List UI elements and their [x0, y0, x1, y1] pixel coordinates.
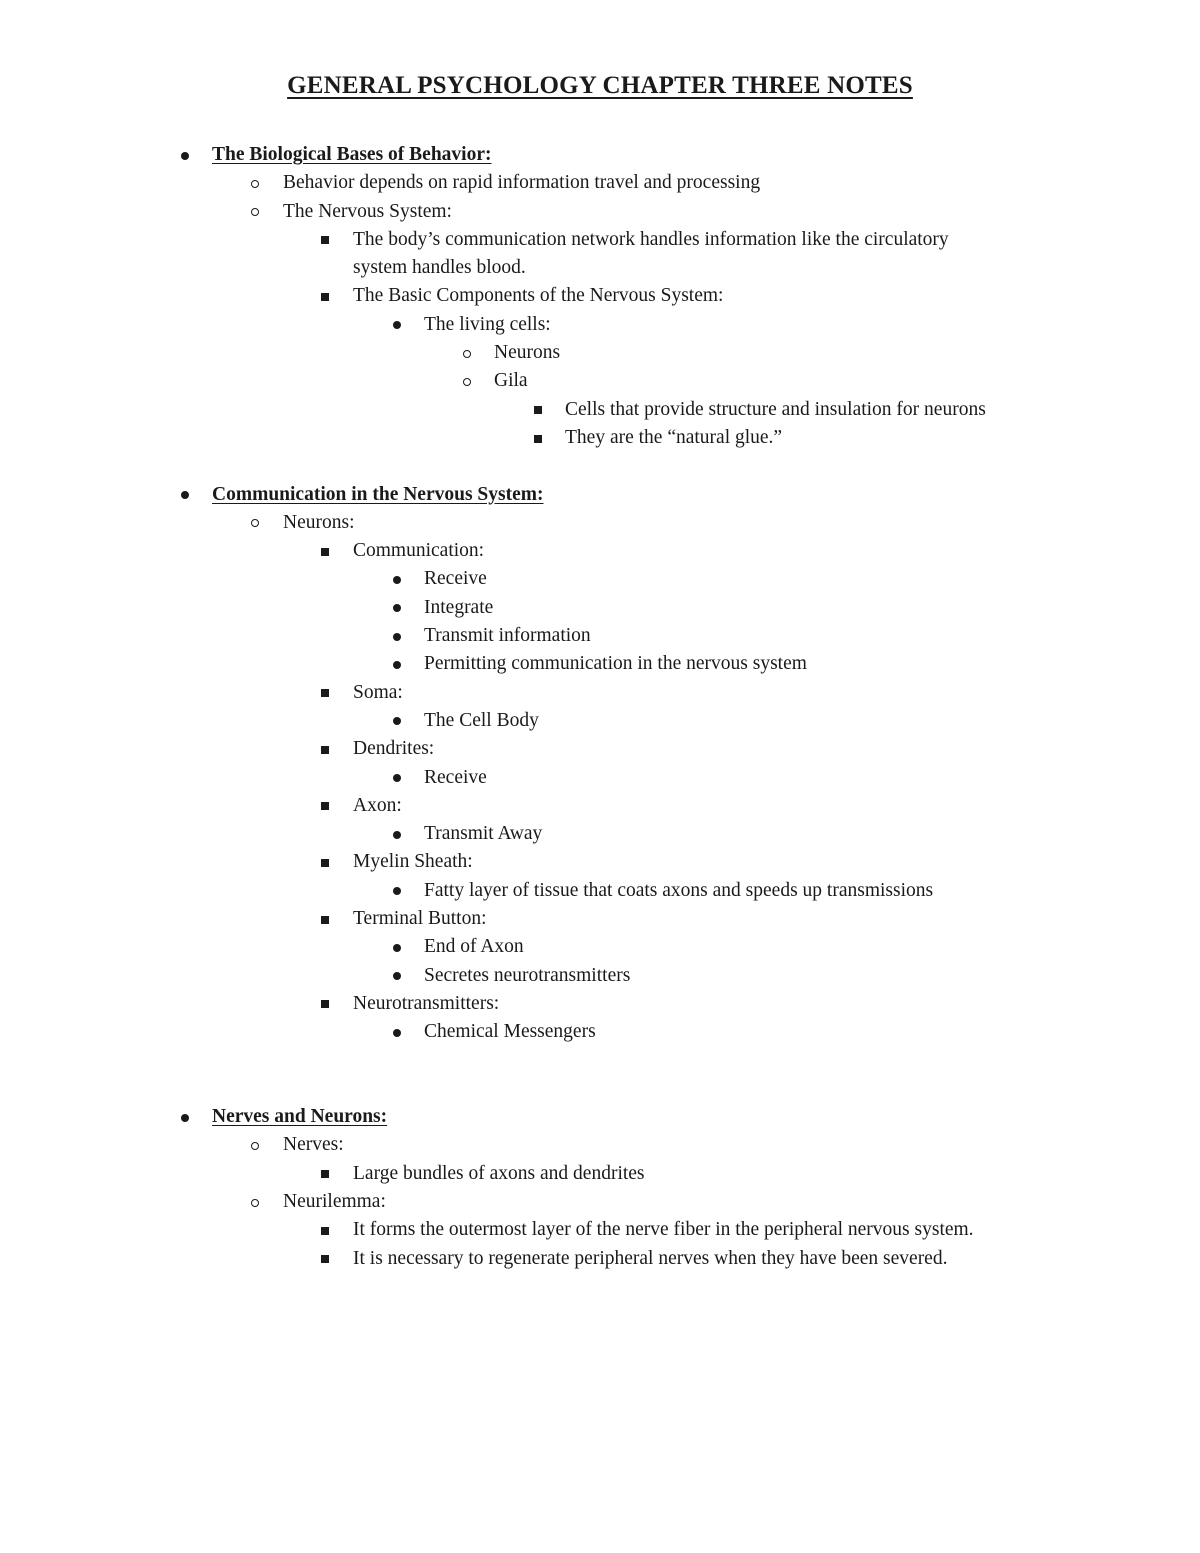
list-item	[0, 933, 1200, 961]
square-bullet-icon	[315, 537, 335, 565]
list-item	[0, 1216, 1200, 1244]
list-item	[0, 565, 1200, 593]
circle-bullet-icon	[457, 367, 477, 395]
list-item-text: End of Axon	[424, 936, 524, 958]
list-item	[0, 226, 1200, 254]
list-item	[0, 735, 1200, 763]
section-heading: Communication in the Nervous System:	[212, 483, 544, 505]
list-item-text: Myelin Sheath:	[353, 851, 473, 873]
disc-bullet-icon	[387, 594, 407, 622]
section-spacer	[0, 1047, 1200, 1104]
list-item	[0, 622, 1200, 650]
list-item	[0, 792, 1200, 820]
list-item-text: Nerves:	[283, 1134, 344, 1156]
section-heading: The Biological Bases of Behavior:	[212, 144, 492, 165]
list-item	[0, 1245, 1200, 1273]
list-item	[0, 764, 1200, 792]
list-item-text: Integrate	[424, 596, 494, 618]
circle-bullet-icon	[245, 1131, 265, 1159]
list-item	[0, 848, 1200, 876]
list-item	[0, 707, 1200, 735]
list-item	[0, 169, 1200, 197]
square-bullet-icon	[315, 1160, 335, 1188]
list-item-text: It forms the outermost layer of the nerve fiber in the peripheral nervous system.	[353, 1219, 974, 1241]
list-item	[0, 1188, 1200, 1216]
disc-bullet-icon	[387, 962, 407, 990]
circle-bullet-icon	[245, 198, 265, 226]
list-item-text: Large bundles of axons and dendrites	[353, 1162, 645, 1184]
list-item-text: Transmit Away	[424, 823, 543, 845]
square-bullet-icon	[315, 282, 335, 310]
list-item	[0, 339, 1200, 367]
list-item-text: Permitting communication in the nervous system	[424, 653, 807, 675]
square-bullet-icon	[315, 792, 335, 820]
disc-bullet-icon	[175, 141, 195, 169]
list-item-text: The Nervous System:	[283, 200, 452, 222]
list-item-text: The Cell Body	[424, 709, 539, 731]
list-item-text: The body’s communication network handles information like the circulatory	[353, 228, 949, 250]
circle-bullet-icon	[245, 1188, 265, 1216]
square-bullet-icon	[315, 1245, 335, 1273]
disc-bullet-icon	[387, 622, 407, 650]
list-item-text: Gila	[494, 370, 528, 392]
list-item	[0, 198, 1200, 226]
disc-bullet-icon	[387, 877, 407, 905]
list-item	[0, 820, 1200, 848]
list-item	[0, 311, 1200, 339]
list-item-text: Transmit information	[424, 625, 591, 647]
section-heading-row	[0, 481, 1200, 509]
list-item	[0, 990, 1200, 1018]
disc-bullet-icon	[387, 650, 407, 678]
list-item-text: Axon:	[353, 794, 402, 816]
list-item-text: Neurotransmitters:	[353, 992, 500, 1014]
square-bullet-icon	[315, 905, 335, 933]
list-item-text: It is necessary to regenerate peripheral nerves when they have been severed.	[353, 1247, 948, 1269]
list-item-text: Receive	[424, 766, 487, 788]
list-item	[0, 537, 1200, 565]
list-item-text: Soma:	[353, 681, 403, 703]
list-item-text: Communication:	[353, 540, 485, 562]
list-item-text: Chemical Messengers	[424, 1021, 596, 1043]
square-bullet-icon	[315, 1216, 335, 1244]
disc-bullet-icon	[387, 933, 407, 961]
list-item-text: The living cells:	[424, 313, 551, 335]
notes-outline	[0, 141, 1200, 1273]
list-item	[0, 594, 1200, 622]
square-bullet-icon	[528, 424, 548, 452]
list-item-text: Secretes neurotransmitters	[424, 964, 631, 986]
disc-bullet-icon	[387, 820, 407, 848]
list-item-text: Receive	[424, 568, 487, 590]
square-bullet-icon	[315, 679, 335, 707]
list-item	[0, 367, 1200, 395]
list-item	[0, 1160, 1200, 1188]
circle-bullet-icon	[245, 509, 265, 537]
list-item	[0, 1131, 1200, 1159]
list-item	[0, 1018, 1200, 1046]
square-bullet-icon	[315, 848, 335, 876]
list-item-text: They are the “natural glue.”	[565, 426, 783, 448]
circle-bullet-icon	[245, 169, 265, 197]
list-item	[0, 650, 1200, 678]
list-item	[0, 509, 1200, 537]
list-item-text: Dendrites:	[353, 738, 435, 760]
list-item-text: Cells that provide structure and insulation for neurons	[565, 398, 986, 420]
list-item	[0, 962, 1200, 990]
list-item-text: Neurons:	[283, 511, 355, 533]
list-item	[0, 905, 1200, 933]
disc-bullet-icon	[387, 311, 407, 339]
square-bullet-icon	[315, 226, 335, 254]
section-spacer	[0, 452, 1200, 480]
square-bullet-icon	[528, 396, 548, 424]
list-item-text: Fatty layer of tissue that coats axons and speeds up transmissions	[424, 879, 934, 901]
disc-bullet-icon	[387, 707, 407, 735]
square-bullet-icon	[315, 990, 335, 1018]
list-item	[0, 679, 1200, 707]
section-heading-row	[0, 1103, 1200, 1131]
section-heading-row	[0, 141, 1200, 169]
list-item-text: Neurilemma:	[283, 1190, 386, 1212]
section-heading: Nerves and Neurons:	[212, 1106, 388, 1128]
list-item	[0, 877, 1200, 905]
list-item-text: The Basic Components of the Nervous System:	[353, 285, 724, 307]
square-bullet-icon	[315, 735, 335, 763]
list-item	[0, 396, 1200, 424]
list-item	[0, 254, 1200, 282]
disc-bullet-icon	[175, 481, 195, 509]
list-item	[0, 424, 1200, 452]
circle-bullet-icon	[457, 339, 477, 367]
list-item-text: Behavior depends on rapid information travel and processing	[283, 172, 761, 194]
page-title: GENERAL PSYCHOLOGY CHAPTER THREE NOTES	[287, 72, 913, 99]
disc-bullet-icon	[175, 1103, 195, 1131]
list-item-text: Neurons	[494, 342, 561, 364]
disc-bullet-icon	[387, 1018, 407, 1046]
disc-bullet-icon	[387, 764, 407, 792]
disc-bullet-icon	[387, 565, 407, 593]
list-item	[0, 282, 1200, 310]
list-item-text: Terminal Button:	[353, 908, 487, 930]
list-item-text: system handles blood.	[353, 257, 526, 279]
